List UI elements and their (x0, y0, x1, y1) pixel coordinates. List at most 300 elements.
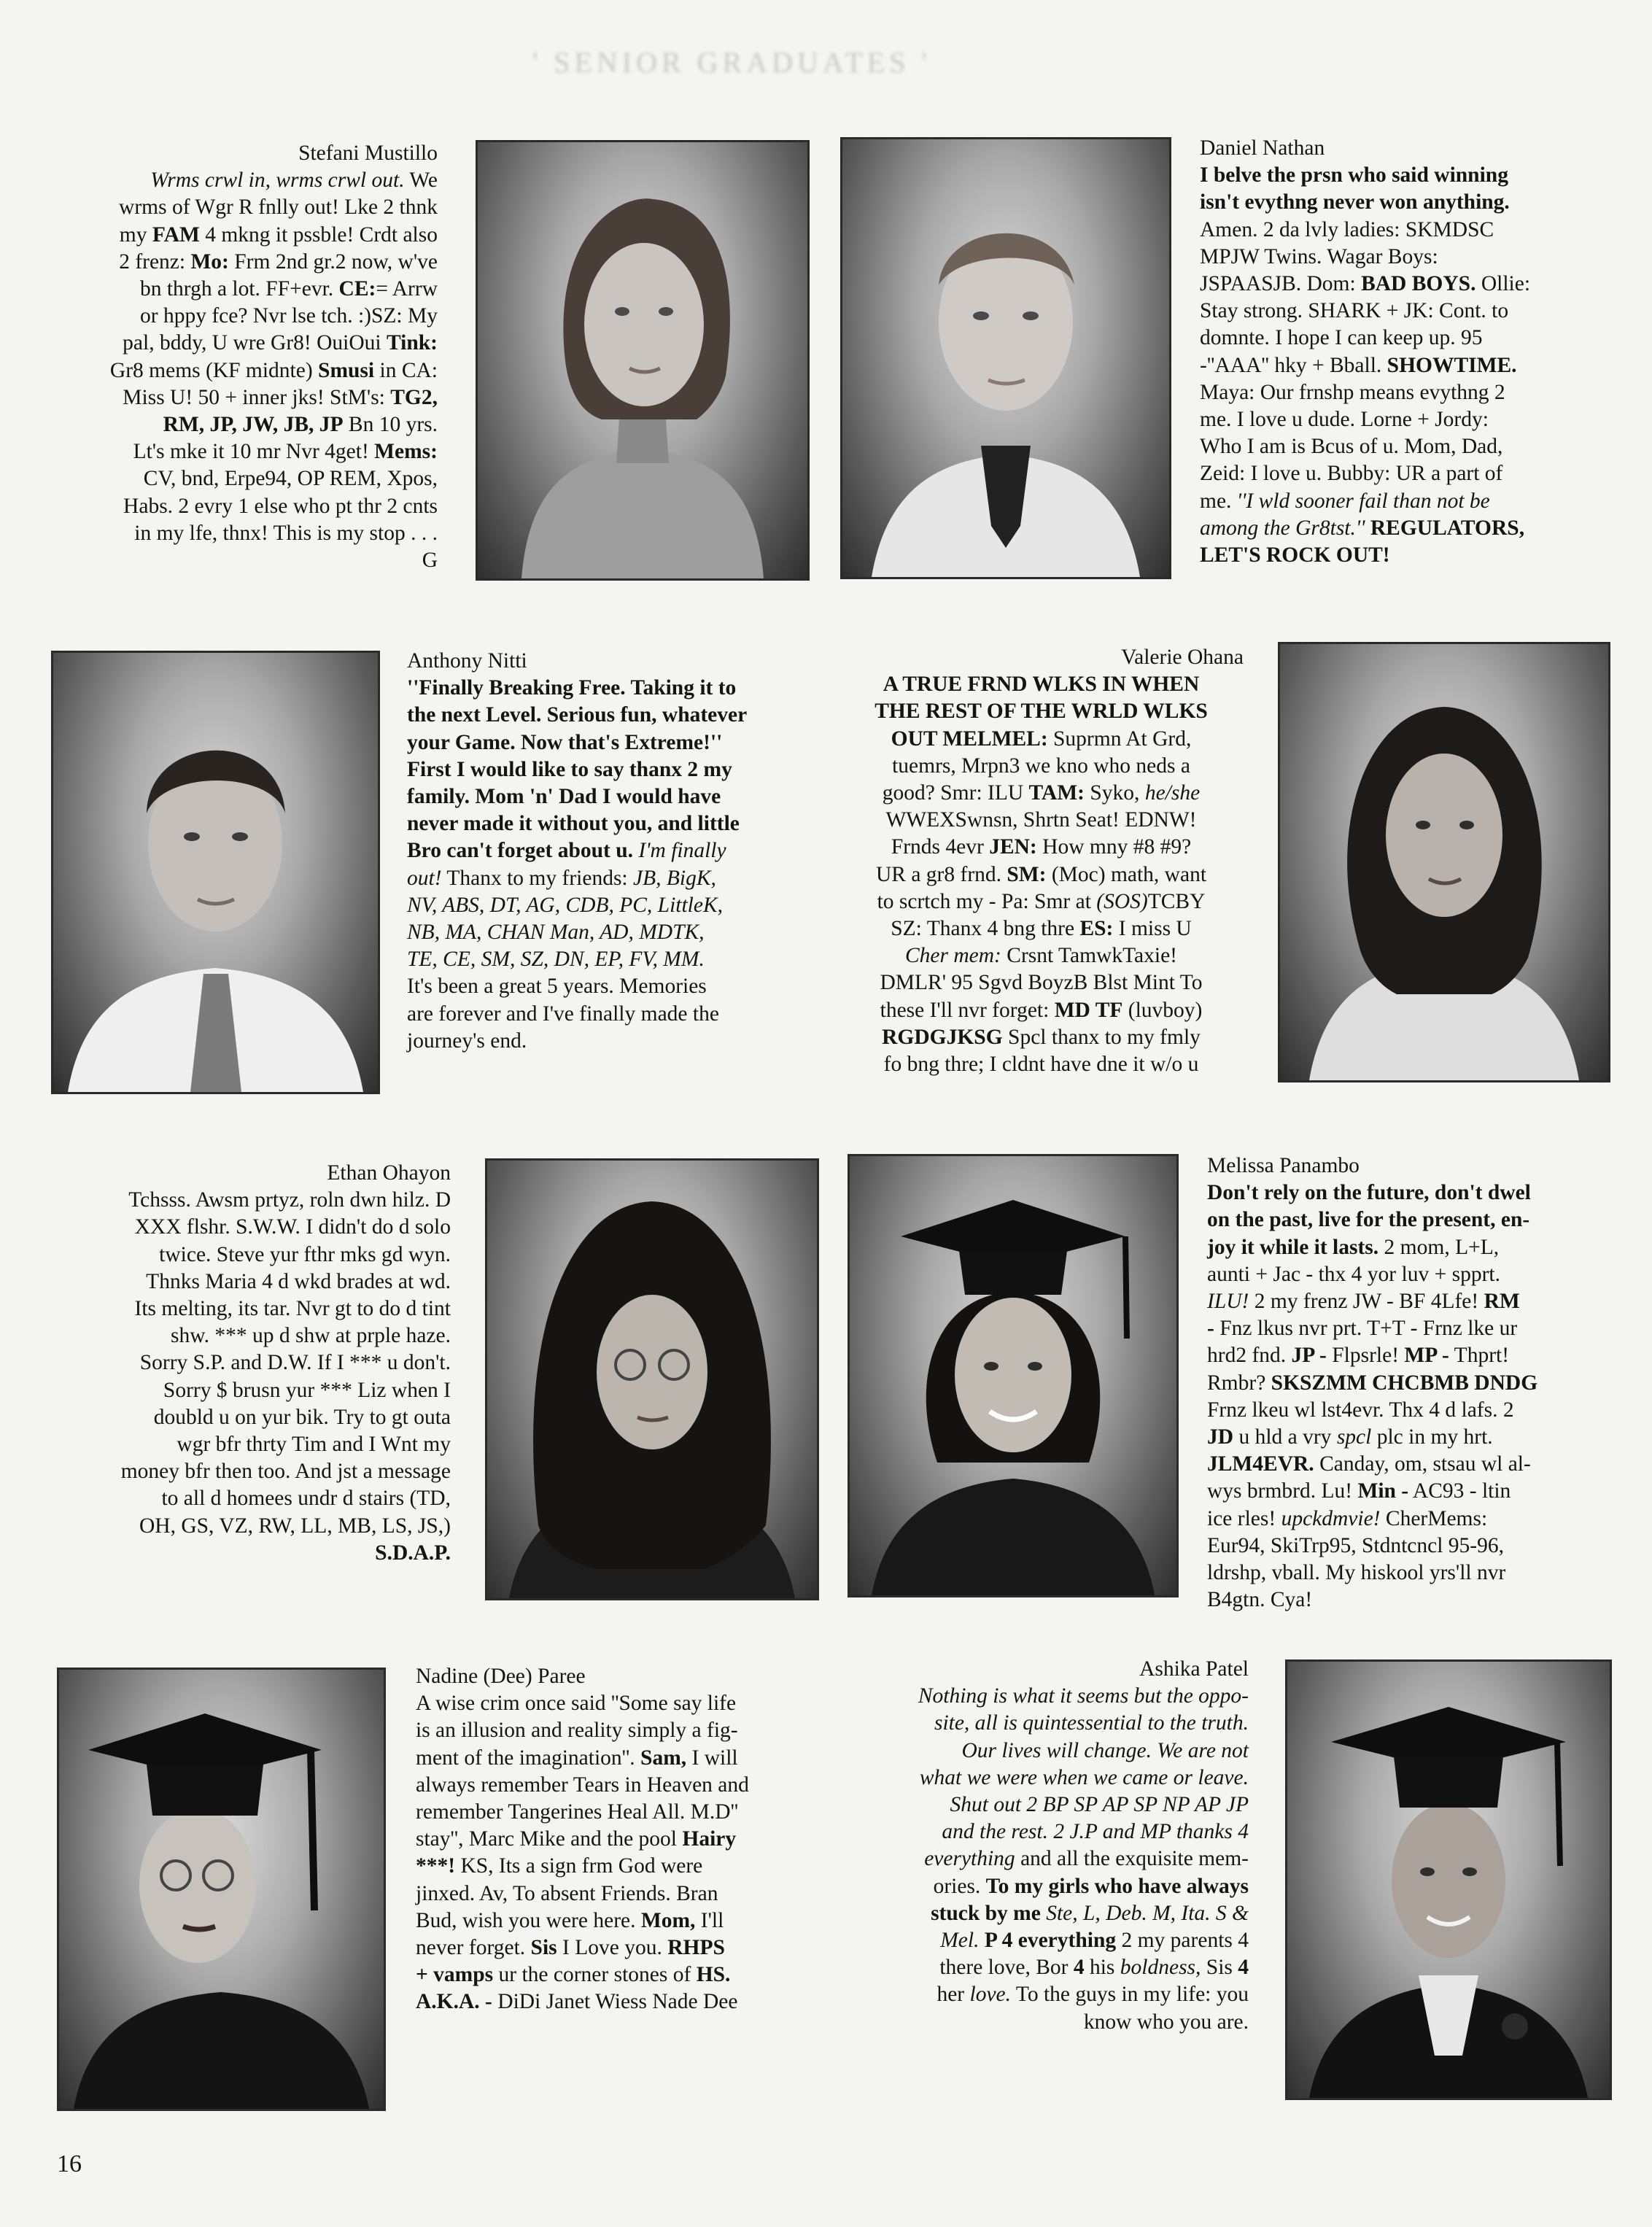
student-name: Stefani Mustillo (298, 142, 438, 165)
text-line (51, 465, 438, 492)
text-segment: Min - (1357, 1479, 1409, 1503)
text-line (416, 1690, 821, 1717)
text-segment: ories. (933, 1874, 986, 1898)
text-segment: LET'S ROCK OUT! (1200, 543, 1390, 568)
text-segment: Thnks Maria 4 d wkd brades at wd. (146, 1269, 451, 1293)
student-text (407, 675, 815, 1055)
text-segment: To the guys in my life: you (1011, 1983, 1249, 2007)
text-segment: Thanx to my friends: (441, 866, 633, 890)
header-smudge: ' SENIOR GRADUATES ' (532, 46, 931, 79)
text-segment: TG2, (390, 385, 438, 409)
text-segment: domnte. I hope I can keep up. 95 (1200, 326, 1483, 350)
portrait-photo-melissa (848, 1154, 1179, 1597)
text-segment: are forever and I've finally made the (407, 1002, 719, 1026)
text-segment: Mems: (374, 440, 438, 464)
text-line (848, 1954, 1249, 1981)
text-segment: Suprmn At Grd, (1047, 727, 1192, 751)
text-segment: Who I am is Bcus of u. Mom, Dad, (1200, 435, 1503, 459)
text-segment: I miss U (1113, 917, 1192, 941)
text-segment: -''AAA'' hky + Bball. (1200, 353, 1387, 377)
text-line (51, 276, 438, 303)
text-segment: joy it while it lasts. (1207, 1235, 1379, 1259)
student-text (51, 167, 438, 574)
text-line (416, 1799, 821, 1826)
text-line (407, 973, 815, 1000)
text-segment: 2 my frenz JW - BF 4Lfe! (1249, 1290, 1484, 1314)
portrait-photo-daniel (840, 137, 1171, 579)
student-blurb-nadine (416, 1663, 821, 2016)
text-line (1207, 1180, 1616, 1207)
text-segment: CE: (338, 277, 376, 301)
text-line (416, 1961, 821, 1988)
portrait-photo-nadine (57, 1668, 386, 2111)
text-segment: MPJW Twins. Wagar Boys: (1200, 244, 1438, 268)
text-segment: on the past, live for the present, en- (1207, 1208, 1530, 1232)
text-line (51, 384, 438, 411)
text-line (51, 1458, 451, 1485)
text-segment: good? Smr: ILU (882, 781, 1029, 805)
text-segment: Habs. 2 evry 1 else who pt thr 2 cnts (123, 494, 438, 518)
text-segment: bn thrgh a lot. FF+evr. (139, 277, 339, 301)
text-segment: RM, JP, JW, JB, JP (163, 413, 344, 437)
text-line (1207, 1533, 1616, 1560)
text-segment: FAM (152, 222, 200, 247)
text-line (839, 780, 1244, 807)
text-segment: 2 frenz: (119, 249, 191, 274)
text-line (51, 194, 438, 221)
text-segment: ice rles! (1207, 1506, 1281, 1530)
text-segment: Shut out 2 BP SP AP SP NP AP JP (950, 1793, 1249, 1817)
text-segment: family. Mom 'n' Dad I would have (407, 785, 721, 809)
student-name: Ashika Patel (1139, 1657, 1249, 1681)
text-line (51, 1513, 451, 1540)
portrait-photo-valerie (1278, 642, 1610, 1082)
text-segment: TAM: (1028, 781, 1085, 805)
text-line (839, 753, 1244, 780)
portrait-figure (487, 1161, 817, 1598)
text-segment: (Moc) math, want (1046, 862, 1207, 886)
text-segment: everything (924, 1847, 1015, 1871)
student-blurb-ashika (848, 1656, 1249, 2036)
text-line (839, 888, 1244, 915)
text-line (848, 1981, 1249, 2008)
text-line (1200, 298, 1612, 325)
text-line (51, 1269, 451, 1295)
text-segment: RGDGJKSG (882, 1025, 1003, 1049)
text-segment: Tink: (387, 331, 438, 355)
text-segment: Don't rely on the future, don't dwel (1207, 1181, 1531, 1205)
text-line (848, 1819, 1249, 1845)
text-segment: Frnds 4evr (891, 835, 990, 859)
text-segment: boldness, (1120, 1956, 1201, 1980)
text-segment: 4 (1238, 1956, 1249, 1980)
text-segment: to all d homees undr d stairs (TD, (161, 1487, 451, 1511)
text-segment: - (1207, 1317, 1214, 1341)
text-segment: aunti + Jac - thx 4 yor luv + spprt. (1207, 1262, 1500, 1286)
text-segment: to scrtch my - Pa: Smr at (877, 889, 1097, 913)
text-line (1200, 460, 1612, 487)
student-blurb-valerie (839, 644, 1244, 1078)
text-segment: Canday, om, stsau wl al- (1314, 1452, 1531, 1476)
text-segment: Sorry $ brusn yur *** Liz when I (163, 1378, 451, 1402)
text-segment: A.K.A. - (416, 1990, 492, 2014)
text-line (1207, 1370, 1616, 1397)
text-segment: stuck by me (931, 1901, 1041, 1925)
text-segment: NV, ABS, DT, AG, CDB, PC, LittleK, (407, 893, 723, 917)
portrait-photo-stefani (476, 140, 810, 581)
portrait-figure (1287, 1662, 1610, 2098)
text-segment: To my girls who have always (985, 1874, 1249, 1898)
text-segment: THE REST OF THE WRLD WLKS (875, 700, 1208, 724)
text-line (407, 1001, 815, 1028)
text-segment: his (1084, 1956, 1120, 1980)
text-segment: Bud, wish you were here. (416, 1908, 641, 1932)
portrait-figure (59, 1670, 384, 2109)
text-line (407, 675, 815, 702)
text-line (839, 1024, 1244, 1051)
text-segment: there love, Bor (939, 1956, 1074, 1980)
text-line (1207, 1342, 1616, 1369)
text-line (848, 1927, 1249, 1954)
text-segment: 4 (1073, 1956, 1085, 1980)
text-line (407, 865, 815, 892)
text-line (51, 249, 438, 276)
text-line (839, 671, 1244, 698)
text-line (1207, 1424, 1616, 1451)
text-segment: never forget. (416, 1936, 531, 1960)
text-line (839, 969, 1244, 996)
text-segment: Zeid: I love u. Bubby: UR a part of (1200, 462, 1503, 486)
text-segment: Sorry S.P. and D.W. If I *** u don't. (139, 1351, 451, 1375)
text-segment: I'll (695, 1908, 724, 1932)
text-line (416, 1881, 821, 1908)
student-name: Nadine (Dee) Paree (416, 1665, 586, 1688)
text-line (1207, 1234, 1616, 1261)
student-name: Melissa Panambo (1207, 1154, 1360, 1177)
text-segment: Our lives will change. We are not (961, 1738, 1249, 1762)
text-line (848, 1710, 1249, 1737)
text-segment: Maya: Our frnshp means evythng 2 (1200, 380, 1505, 404)
text-segment: P 4 everything (979, 1929, 1117, 1953)
text-segment: We (404, 169, 438, 193)
text-line (407, 892, 815, 919)
text-line (1207, 1397, 1616, 1424)
text-segment: know who you are. (1083, 2010, 1249, 2034)
text-segment: the next Level. Serious fun, whatever (407, 703, 748, 727)
text-segment: ldrshp, vball. My hiskool yrs'll nvr (1207, 1561, 1506, 1585)
text-line (416, 1853, 821, 1880)
text-line (1200, 488, 1612, 515)
text-line (416, 1934, 821, 1961)
text-line (839, 942, 1244, 969)
text-line (416, 1826, 821, 1853)
text-segment: Thprt! (1449, 1344, 1510, 1368)
text-line (51, 1540, 451, 1567)
text-segment: Flpsrle! (1326, 1344, 1405, 1368)
student-text (1207, 1180, 1616, 1614)
text-segment: Tchsss. Awsm prtyz, roln dwn hilz. D (128, 1188, 451, 1212)
text-segment: CherMems: (1380, 1506, 1488, 1530)
text-segment: Lt's mke it 10 mr Nvr 4get! (133, 440, 375, 464)
text-segment: these I'll nvr forget: (880, 998, 1055, 1022)
text-line (407, 1028, 815, 1055)
text-segment: UR a gr8 frnd. (875, 862, 1007, 886)
student-blurb-melissa (1207, 1153, 1616, 1614)
text-segment: JD (1207, 1425, 1234, 1449)
text-segment: Ollie: (1475, 272, 1531, 296)
student-text (839, 671, 1244, 1078)
text-line (839, 915, 1244, 942)
text-line (848, 1683, 1249, 1710)
text-segment: me. I love u dude. Lorne + Jordy: (1200, 408, 1489, 432)
text-segment: RM (1484, 1290, 1520, 1314)
text-segment: Frnz lkeu wl lst4evr. Thx 4 d lafs. 2 (1207, 1398, 1514, 1422)
text-line (1200, 542, 1612, 569)
text-line (51, 167, 438, 194)
text-line (1200, 162, 1612, 189)
text-line (839, 861, 1244, 888)
text-line (839, 726, 1244, 753)
text-segment: her (936, 1983, 970, 2007)
text-line (51, 1404, 451, 1431)
text-segment: site, all is quintessential to the truth. (934, 1711, 1249, 1735)
text-segment: Wrms crwl in, wrms crwl out. (150, 169, 405, 193)
text-segment: WWEXSwnsn, Shrtn Seat! EDNW! (885, 808, 1197, 832)
text-segment: MD TF (1054, 998, 1123, 1022)
portrait-figure (478, 142, 807, 578)
text-segment: Ste, L, Deb. M, Ita. S & (1046, 1901, 1249, 1925)
text-segment: DiDi Janet Wiess Nade Dee (492, 1990, 738, 2014)
text-segment: Sis (1201, 1956, 1238, 1980)
text-segment: journey's end. (407, 1029, 527, 1053)
text-segment: Fnz lkus nvr prt. T+T - Frnz lke ur (1214, 1317, 1518, 1341)
text-segment: I Love you. (557, 1936, 668, 1960)
text-line (1207, 1261, 1616, 1288)
text-line (848, 1738, 1249, 1765)
text-segment: wrms of Wgr R fnlly out! Lke 2 thnk (119, 195, 438, 220)
text-segment: in CA: (374, 358, 438, 382)
text-line (51, 1187, 451, 1214)
student-name: Ethan Ohayon (327, 1161, 451, 1185)
text-segment: tuemrs, Mrpn3 we kno who neds a (892, 754, 1190, 778)
text-line (407, 702, 815, 729)
text-segment: Nothing is what it seems but the oppo- (918, 1684, 1249, 1708)
text-segment: 2 my parents 4 (1116, 1929, 1249, 1953)
text-line (51, 438, 438, 465)
text-line (848, 1845, 1249, 1872)
text-segment: your Game. Now that's Extreme!'' (407, 730, 723, 754)
text-segment: JSPAASJB. Dom: (1200, 272, 1362, 296)
text-line (51, 222, 438, 249)
text-segment: Mo: (190, 249, 229, 274)
text-line (839, 997, 1244, 1024)
text-segment: Mel. (940, 1929, 980, 1953)
text-line (51, 357, 438, 384)
text-segment: and all the exquisite mem- (1015, 1847, 1249, 1871)
text-line (51, 411, 438, 438)
portrait-figure (842, 139, 1169, 577)
text-line (1207, 1587, 1616, 1614)
portrait-photo-ashika (1285, 1659, 1612, 2100)
text-line (416, 1908, 821, 1934)
text-line (416, 1988, 821, 2015)
text-segment: It's been a great 5 years. Memories (407, 975, 707, 999)
text-line (407, 729, 815, 756)
text-line (1200, 325, 1612, 352)
text-segment: RHPS (667, 1936, 725, 1960)
text-line (51, 493, 438, 520)
text-line (1200, 433, 1612, 460)
text-line (1207, 1207, 1616, 1233)
text-line (839, 698, 1244, 725)
text-line (51, 1377, 451, 1404)
text-segment: AC93 - ltin (1408, 1479, 1511, 1503)
text-segment: in my lfe, thnx! This is my stop . . . (134, 521, 438, 545)
text-segment: is an illusion and reality simply a fig- (416, 1719, 738, 1743)
text-line (51, 1322, 451, 1349)
text-segment: SKSZMM CHCBMB DNDG (1271, 1371, 1538, 1395)
text-segment: Hairy (682, 1827, 737, 1851)
text-segment: SM: (1007, 862, 1047, 886)
text-segment: ''I wld sooner fail than not be (1236, 489, 1490, 513)
text-line (407, 946, 815, 973)
text-segment: pal, bddy, U wre Gr8! OuiOui (123, 331, 387, 355)
student-text (848, 1683, 1249, 2036)
text-segment: Eur94, SkiTrp95, Stdntcncl 95-96, (1207, 1533, 1505, 1557)
student-blurb-stefani (51, 140, 438, 574)
student-blurb-daniel (1200, 135, 1612, 569)
text-segment: B4gtn. Cya! (1207, 1588, 1313, 1612)
text-segment: me. (1200, 489, 1237, 513)
text-segment: = Arrw (376, 277, 438, 301)
student-blurb-ethan (51, 1160, 451, 1567)
text-line (407, 837, 815, 864)
text-line (51, 1349, 451, 1376)
text-line (51, 1485, 451, 1512)
text-segment: Spcl thanx to my fmly (1002, 1025, 1201, 1049)
text-line (51, 1214, 451, 1241)
text-line (1200, 244, 1612, 271)
text-segment: 2 mom, L+L, (1378, 1235, 1500, 1259)
text-segment: Amen. 2 da lvly ladies: SKMDSC (1200, 217, 1494, 241)
text-line (1200, 515, 1612, 542)
text-line (407, 919, 815, 946)
text-segment: doubld u on yur bik. Try to gt outa (153, 1405, 451, 1429)
text-line (51, 520, 438, 547)
text-line (848, 1873, 1249, 1900)
text-segment: Cher mem: (904, 944, 1001, 968)
text-segment: SZ: Thanx 4 bng thre (891, 917, 1080, 941)
text-segment: Stay strong. SHARK + JK: Cont. to (1200, 299, 1509, 323)
text-line (848, 1900, 1249, 1927)
text-segment: JLM4EVR. (1207, 1452, 1314, 1476)
text-line (1200, 217, 1612, 244)
portrait-figure (850, 1156, 1176, 1595)
text-line (848, 1792, 1249, 1819)
text-segment: XXX flshr. S.W.W. I didn't do d solo (134, 1215, 451, 1239)
text-segment: Crsnt TamwkTaxie! (1001, 944, 1178, 968)
text-segment: Bro can't forget about u. (407, 839, 639, 863)
text-segment: + vamps (416, 1963, 494, 1987)
text-segment: out! (407, 866, 442, 890)
text-segment: A wise crim once said ''Some say life (416, 1692, 737, 1716)
student-name: Valerie Ohana (1121, 646, 1244, 669)
text-segment: I'm finally (638, 839, 726, 863)
text-segment: among the Gr8tst.'' (1200, 516, 1365, 540)
text-segment: MP - (1404, 1344, 1449, 1368)
text-segment: never made it without you, and little (407, 812, 740, 836)
text-segment: wys brmbrd. Lu! (1207, 1479, 1358, 1503)
text-segment: (SOS) (1096, 889, 1148, 913)
text-line (416, 1717, 821, 1744)
text-segment: TE, CE, SM, SZ, DN, EP, FV, MM. (407, 948, 705, 972)
text-segment: my (119, 222, 152, 247)
text-segment: shw. *** up d shw at prple haze. (171, 1324, 451, 1348)
text-segment: love. (969, 1983, 1012, 2007)
text-segment: ILU! (1207, 1290, 1249, 1314)
text-segment: always remember Tears in Heaven and (416, 1773, 749, 1797)
text-segment: JB, BigK, (633, 866, 716, 890)
text-line (839, 834, 1244, 861)
student-text (51, 1187, 451, 1567)
text-segment: Syko, (1085, 781, 1145, 805)
text-segment: Sam, (640, 1746, 687, 1770)
text-line (1207, 1288, 1616, 1315)
text-segment: JP - (1291, 1344, 1327, 1368)
text-segment: G (422, 549, 438, 573)
text-line (407, 756, 815, 783)
student-blurb-anthony (407, 648, 815, 1055)
text-segment: Gr8 mems (KF midnte) (109, 358, 319, 382)
text-line (1207, 1560, 1616, 1587)
text-line (1207, 1506, 1616, 1533)
text-line (407, 810, 815, 837)
text-segment: Bn 10 yrs. (343, 413, 438, 437)
text-segment: First I would like to say thanx 2 my (407, 757, 732, 781)
text-segment: Frm 2nd gr.2 now, w've (228, 249, 438, 274)
text-segment: stay'', Marc Mike and the pool (416, 1827, 683, 1851)
text-line (51, 303, 438, 330)
text-segment: How mny #8 #9? (1036, 835, 1192, 859)
text-segment: or hppy fce? Nvr lse tch. :)SZ: My (140, 304, 438, 328)
text-segment: HS. (696, 1963, 731, 1987)
text-segment: upckdmvie! (1281, 1506, 1381, 1530)
text-line (1200, 189, 1612, 216)
text-segment: plc in my hrt. (1371, 1425, 1493, 1449)
text-line (51, 1431, 451, 1458)
student-name: Anthony Nitti (407, 649, 527, 673)
text-line (51, 547, 438, 574)
text-segment: wgr bfr thrty Tim and I Wnt my (177, 1433, 451, 1457)
text-line (1200, 406, 1612, 433)
text-segment: ***! (416, 1854, 456, 1878)
text-line (1200, 379, 1612, 406)
text-line (416, 1772, 821, 1799)
text-segment: I belve the prsn who said winning (1200, 163, 1508, 187)
text-line (848, 1765, 1249, 1792)
text-segment: JEN: (989, 835, 1037, 859)
text-segment: ur the corner stones of (493, 1963, 697, 1987)
text-line (51, 1295, 451, 1322)
text-line (1200, 271, 1612, 298)
student-text (1200, 162, 1612, 569)
text-segment: SHOWTIME. (1387, 353, 1517, 377)
text-segment: S.D.A.P. (375, 1541, 451, 1565)
text-segment: Sis (530, 1936, 557, 1960)
text-segment: DMLR' 95 Sgvd BoyzB Blst Mint To (880, 971, 1203, 995)
text-segment: NB, MA, CHAN Man, AD, MDTK, (407, 921, 705, 945)
text-segment: ES: (1079, 917, 1114, 941)
